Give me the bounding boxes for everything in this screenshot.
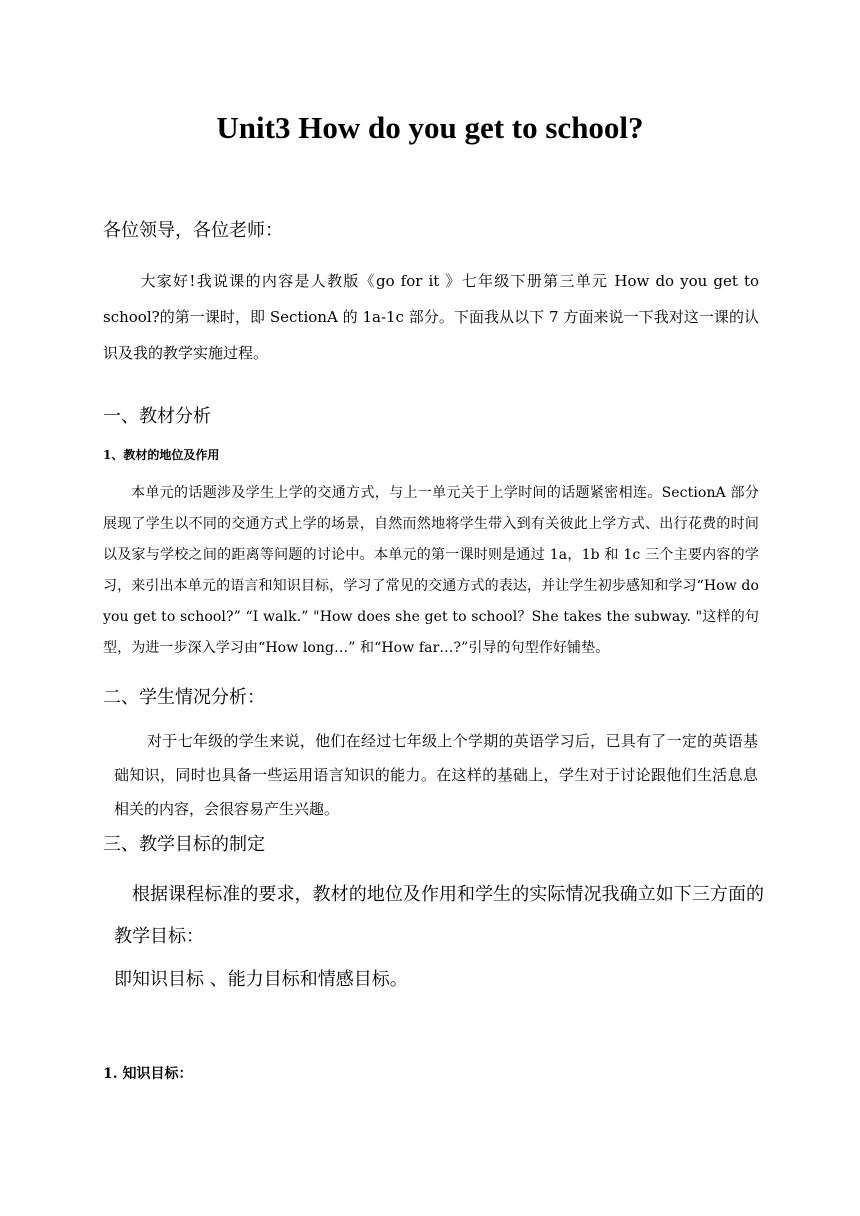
subheading-knowledge-goals: 1. 知识目标：: [103, 1066, 193, 1082]
material-analysis-paragraph: 本单元的话题涉及学生上学的交通方式，与上一单元关于上学时间的话题紧密相连。SectionA 部分展现了学生以不同的交通方式上学的场景，自然而然地将学生带入到有关彼此上学方式、出行花费的时间以及家与学校之间的距离等问题的讨论中。本单元的第一课时则是通过 1a，1b 和 1c 三个主要内容的学习，来引出本单元的语言和知识目标，学习了常见的交通方式的表达，并让学生初步感知和学习“How do you get to school?” “I walk.” "How does she get to school？She takes the subway. "这样的句型，为进一步深入学习由“How long…” 和“How far…?”引导的句型作好铺垫。: [103, 485, 759, 656]
teaching-goals-summary: 即知识目标 、能力目标和情感目标。: [114, 969, 408, 990]
section-heading-student-analysis: 二、学生情况分析：: [103, 687, 265, 708]
intro-paragraph: 大家好!我说课的内容是人教版《go for it 》七年级下册第三单元 How do you get to school?的第一课时，即 SectionA 的 1a-1c 部分。下面我从以下 7 方面来说一下我对这一课的认识及我的教学实施过程。: [103, 272, 759, 362]
student-analysis-paragraph: 对于七年级的学生来说，他们在经过七年级上个学期的英语学习后，已具有了一定的英语基础知识，同时也具备一些运用语言知识的能力。在这样的基础上，学生对于讨论跟他们生活息息相关的内容，会很容易产生兴趣。: [114, 732, 758, 818]
section-heading-material-analysis: 一、教材分析: [103, 406, 211, 427]
greeting: 各位领导，各位老师：: [103, 220, 283, 241]
section-heading-teaching-goals: 三、教学目标的制定: [103, 834, 265, 855]
subheading-material-role: 1、教材的地位及作用: [103, 448, 220, 462]
teaching-goals-paragraph: 根据课程标准的要求，教材的地位及作用和学生的实际情况我确立如下三方面的教学目标：: [114, 884, 764, 947]
document-title: Unit3 How do you get to school?: [216, 110, 644, 145]
